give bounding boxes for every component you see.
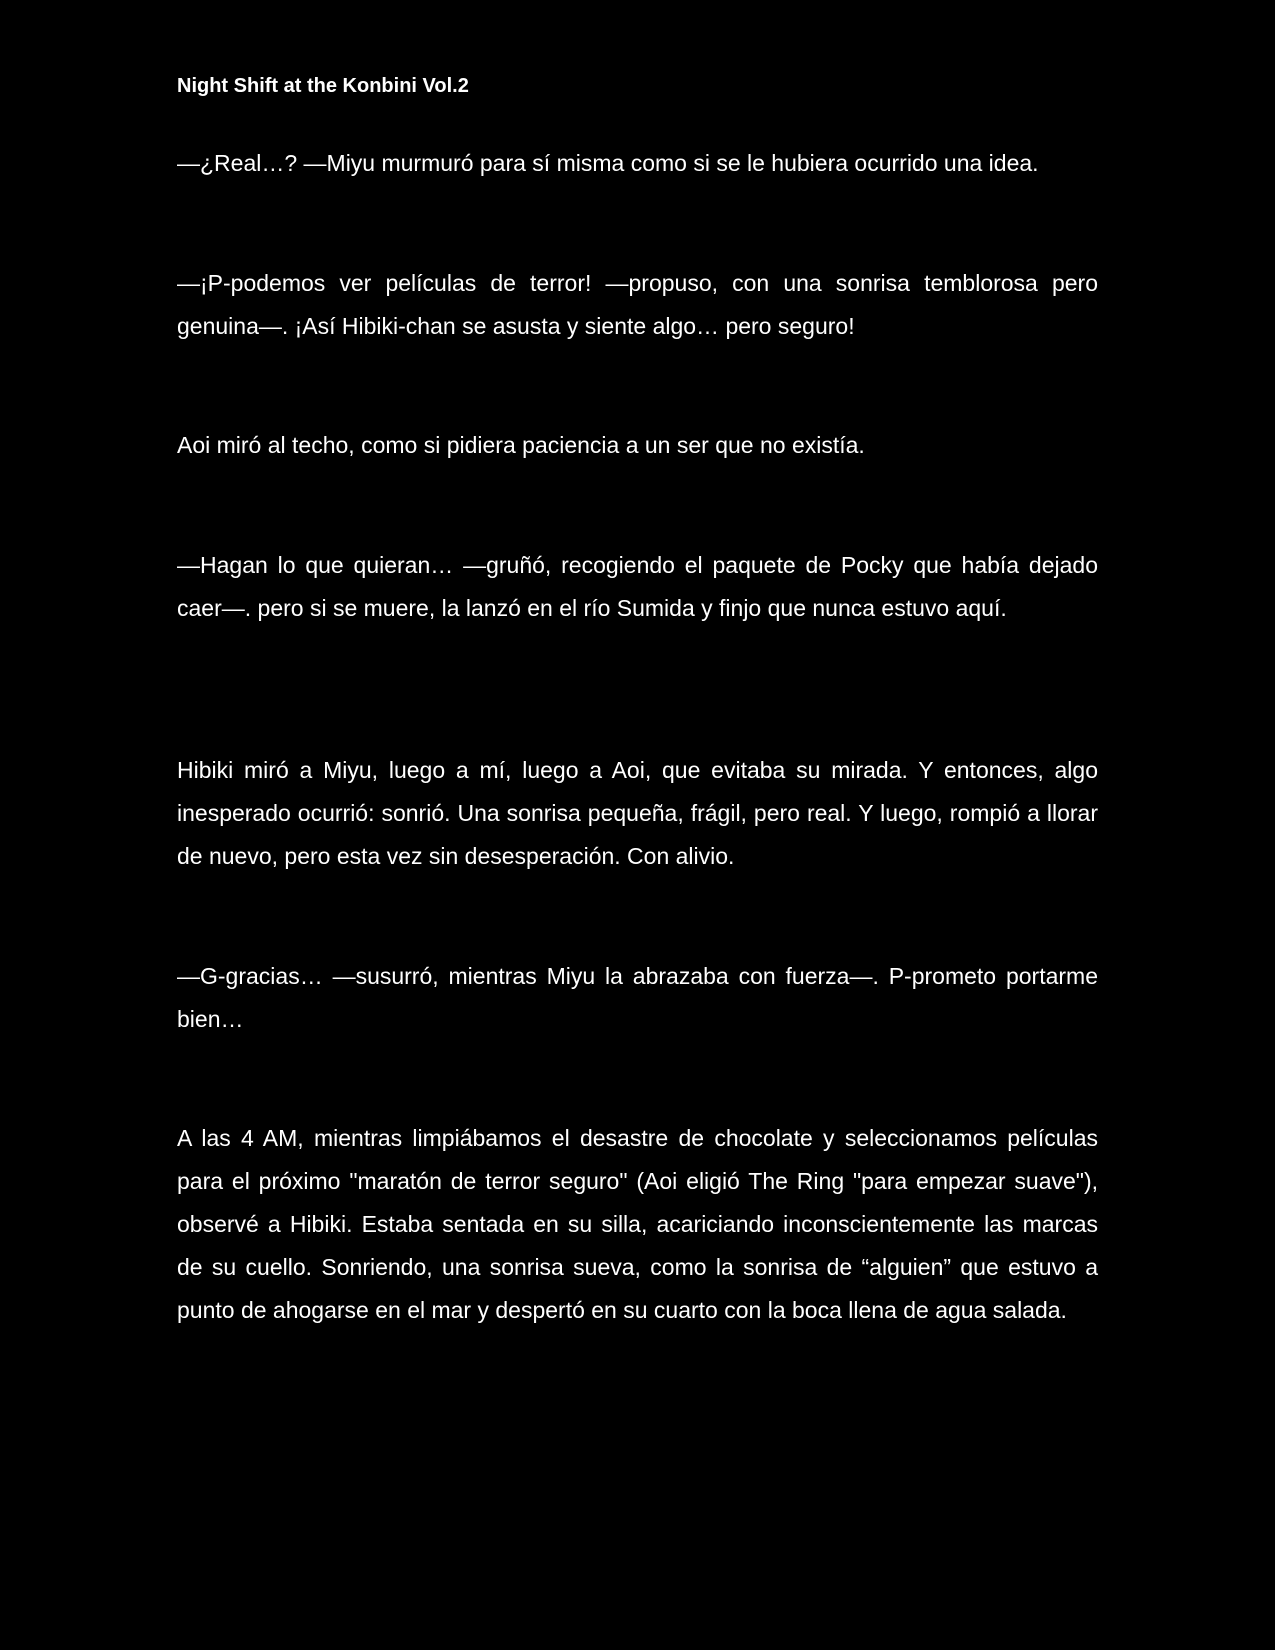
paragraph-4: —Hagan lo que quieran… —gruñó, recogiendo el paquete de Pocky que había dejado caer—. pero si se muere, la lanzó en el río Sumida y finjo que nunca estuvo aquí. — [177, 552, 1098, 621]
paragraph-1: —¿Real…? —Miyu murmuró para sí misma como si se le hubiera ocurrido una idea. — [177, 150, 1039, 176]
running-header: Night Shift at the Konbini Vol.2 — [177, 75, 469, 97]
paragraph-5: Hibiki miró a Miyu, luego a mí, luego a Aoi, que evitaba su mirada. Y entonces, algo inesperado ocurrió: sonrió. Una sonrisa pequeña, frágil, pero real. Y luego, rompió a llorar de nuevo, pero esta vez sin desesperación. Con alivio. — [177, 757, 1098, 869]
paragraph-3: Aoi miró al techo, como si pidiera paciencia a un ser que no existía. — [177, 432, 865, 458]
paragraph-2: —¡P-podemos ver películas de terror! —propuso, con una sonrisa temblorosa pero genuina—. ¡Así Hibiki-chan se asusta y siente algo… pero seguro! — [177, 270, 1098, 339]
paragraph-6: —G-gracias… —susurró, mientras Miyu la abrazaba con fuerza—. P-prometo portarme bien… — [177, 963, 1098, 1032]
paragraph-7: A las 4 AM, mientras limpiábamos el desastre de chocolate y seleccionamos películas para el próximo "maratón de terror seguro" (Aoi eligió The Ring "para empezar suave"), observé a Hibiki. Estaba sentada en su silla, acariciando inconscientemente las marcas de su cuello. Sonriendo, una sonrisa sueva, como la sonrisa de “alguien” que estuvo a punto de ahogarse en el mar y despertó en su cuarto con la boca llena de agua salada. — [177, 1125, 1098, 1323]
